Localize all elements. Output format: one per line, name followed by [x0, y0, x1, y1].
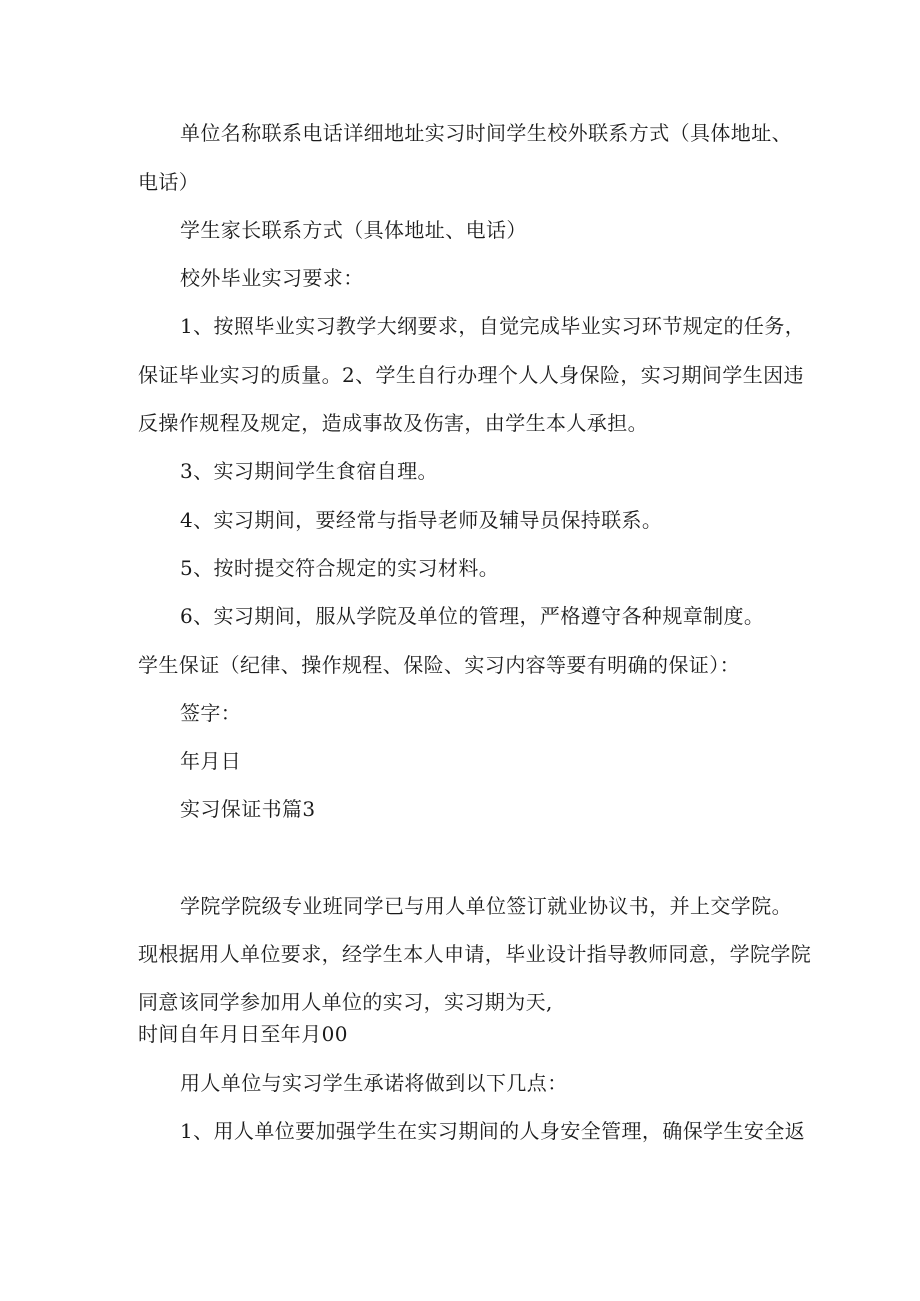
requirement-item-5: 5、按时提交符合规定的实习材料。 — [180, 556, 500, 580]
paragraph-agreement-line-4: 时间自年月日至年月00 — [138, 1022, 348, 1046]
paragraph-agreement-line-3: 同意该同学参加用人单位的实习，实习期为天, — [138, 990, 553, 1014]
commitment-heading: 用人单位与实习学生承诺将做到以下几点： — [180, 1071, 568, 1095]
requirement-item-2-cont: 反操作规程及规定，造成事故及伤害，由学生本人承担。 — [138, 411, 648, 435]
requirement-item-6: 6、实习期间，服从学院及单位的管理，严格遵守各种规章制度。 — [180, 604, 765, 628]
paragraph-agreement-line-2: 现根据用人单位要求，经学生本人申请，毕业设计指导教师同意，学院学院 — [138, 942, 812, 966]
student-guarantee-line: 学生保证（纪律、操作规程、保险、实习内容等要有明确的保证）： — [138, 653, 740, 677]
signature-label: 签字： — [180, 701, 242, 725]
section-title-part3: 实习保证书篇3 — [180, 797, 316, 821]
text-line-contact-fields-cont: 电话） — [138, 170, 200, 194]
section-heading-requirements: 校外毕业实习要求： — [180, 266, 364, 290]
paragraph-agreement-line-1: 学院学院级专业班同学已与用人单位签订就业协议书，并上交学院。 — [180, 894, 792, 918]
requirement-item-3: 3、实习期间学生食宿自理。 — [180, 459, 438, 483]
date-label: 年月日 — [180, 749, 242, 773]
text-line-contact-fields: 单位名称联系电话详细地址实习时间学生校外联系方式（具体地址、 — [180, 121, 792, 145]
commitment-item-1: 1、用人单位要加强学生在实习期间的人身安全管理，确保学生安全返 — [180, 1119, 806, 1143]
text-line-parent-contact: 学生家长联系方式（具体地址、电话） — [180, 218, 527, 242]
requirement-item-4: 4、实习期间，要经常与指导老师及辅导员保持联系。 — [180, 508, 663, 532]
requirement-item-1-cont: 保证毕业实习的质量。2、学生自行办理个人人身保险，实习期间学生因违 — [138, 363, 804, 387]
requirement-item-1: 1、按照毕业实习教学大纲要求，自觉完成毕业实习环节规定的任务， — [180, 314, 806, 338]
